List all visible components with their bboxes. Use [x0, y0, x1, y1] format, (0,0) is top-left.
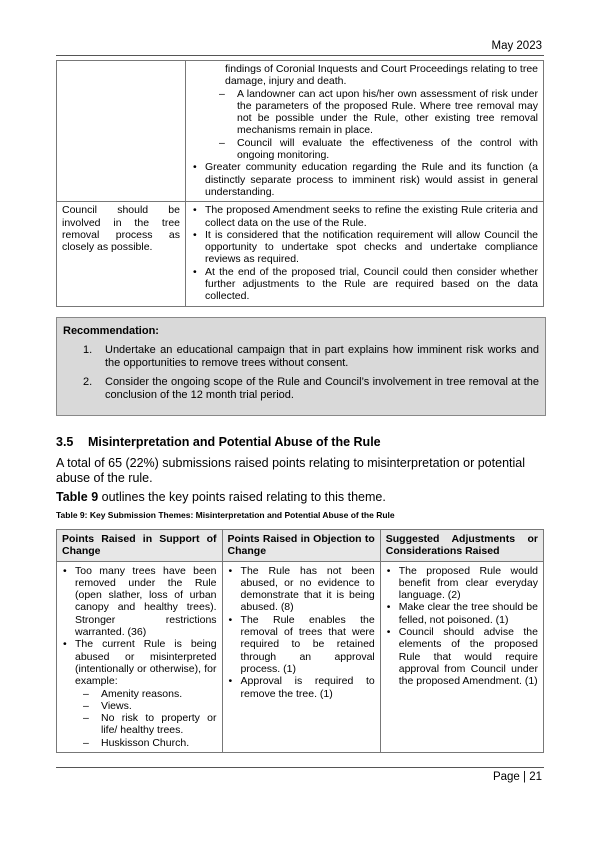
bullet-list	[385, 565, 538, 688]
bullet-list	[191, 204, 538, 302]
list-item: • The proposed Rule would benefit from clear everyday language. (2)	[385, 565, 538, 602]
list-item: • Too many trees have been removed under the Rule (open slather, loss of urban canopy and healthy trees). Stronger restrictions warranted. (36)	[61, 565, 217, 639]
list-item: • Greater community education regarding the Rule and its function (a distinctly separate process to imminent risk) would assist in general understanding.	[191, 161, 538, 198]
table-cell-response	[186, 202, 544, 306]
dash-list	[89, 688, 217, 749]
bullet-list	[227, 565, 375, 700]
list-item: • Approval is required to remove the tree. (1)	[227, 675, 375, 700]
list-item: • Council should advise the elements of the proposed Rule that would require approval from Council under the proposed Amendment. (1)	[385, 626, 538, 687]
list-item: • The proposed Amendment seeks to refine the existing Rule criteria and collect data on the use of the Rule.	[191, 204, 538, 229]
objection-cell	[222, 561, 380, 752]
list-item: – Huskisson Church.	[89, 737, 217, 749]
footer-rule	[56, 767, 544, 768]
table-row	[57, 61, 544, 202]
table-row	[57, 202, 544, 306]
section-number: 3.5	[56, 435, 74, 449]
list-item: – Amenity reasons.	[89, 688, 217, 700]
item-text: Undertake an educational campaign that in part explains how imminent risk works and the opportunities to remove trees without consent.	[105, 344, 539, 369]
bullet-list	[191, 161, 538, 198]
column-header-suggestions: Suggested Adjustments or Considerations Raised	[380, 530, 543, 562]
item-text: Consider the ongoing scope of the Rule and Council’s involvement in tree removal at the conclusion of the 12 month trial period.	[105, 376, 539, 401]
list-item: – No risk to property or life/ healthy trees.	[89, 712, 217, 737]
list-item	[63, 344, 539, 370]
item-number: 2.	[83, 376, 93, 388]
header-rule	[56, 55, 544, 56]
table-cell-issue: Council should be involved in the tree removal process as closely as possible.	[57, 202, 186, 306]
submission-table-continued	[56, 60, 544, 307]
column-header-support: Points Raised in Support of Change	[57, 530, 223, 562]
list-item	[63, 376, 539, 402]
column-header-objection: Points Raised in Objection to Change	[222, 530, 380, 562]
recommendation-list	[63, 344, 539, 402]
table-header-row	[57, 530, 544, 562]
list-item: • The current Rule is being abused or misinterpreted (intentionally or otherwise), for example:	[61, 638, 217, 687]
table-caption: Table 9: Key Submission Themes: Misinterpretation and Potential Abuse of the Rule	[56, 510, 395, 520]
table-9	[56, 529, 544, 753]
list-item: – A landowner can act upon his/her own assessment of risk under the parameters of the proposed Rule. Where tree removal may not be possible under the Rule, other existing tree removal mechanisms remain in place.	[225, 88, 538, 137]
recommendation-title: Recommendation:	[63, 325, 159, 337]
table-cell-left-empty	[57, 61, 186, 202]
section-title: Misinterpretation and Potential Abuse of the Rule	[88, 435, 381, 449]
section-heading	[56, 435, 381, 449]
support-cell	[57, 561, 223, 752]
continued-text: findings of Coronial Inquests and Court Proceedings relating to tree damage, injury and death.	[225, 63, 538, 88]
list-item: • At the end of the proposed trial, Council could then consider whether further adjustments to the Rule are required based on the data collected.	[191, 266, 538, 303]
list-item: – Council will evaluate the effectiveness of the control with ongoing monitoring.	[225, 137, 538, 162]
recommendation-box	[56, 317, 546, 416]
table-reference-paragraph	[56, 490, 544, 504]
dash-list	[225, 88, 538, 162]
header-date: May 2023	[491, 40, 542, 52]
bullet-list	[61, 565, 217, 688]
list-item: • The Rule has not been abused, or no evidence to demonstrate that it is being abused. (8)	[227, 565, 375, 614]
section-paragraph: A total of 65 (22%) submissions raised points relating to misinterpretation or potential abuse of the rule.	[56, 456, 525, 485]
table-reference-bold: Table 9	[56, 490, 99, 504]
table-row	[57, 561, 544, 752]
table-cell-response	[186, 61, 544, 202]
suggestions-cell	[380, 561, 543, 752]
table-reference-text: outlines the key points raised relating to this theme.	[98, 490, 386, 504]
page-number: Page | 21	[492, 771, 542, 783]
list-item: • Make clear the tree should be felled, not poisoned. (1)	[385, 601, 538, 626]
item-number: 1.	[83, 344, 93, 356]
list-item: • It is considered that the notification requirement will allow Council the opportunity to undertake spot checks and undertake compliance reviews as required.	[191, 229, 538, 266]
list-item: • The Rule enables the removal of trees that were required to be retained through an approval process. (1)	[227, 614, 375, 675]
list-item: – Views.	[89, 700, 217, 712]
